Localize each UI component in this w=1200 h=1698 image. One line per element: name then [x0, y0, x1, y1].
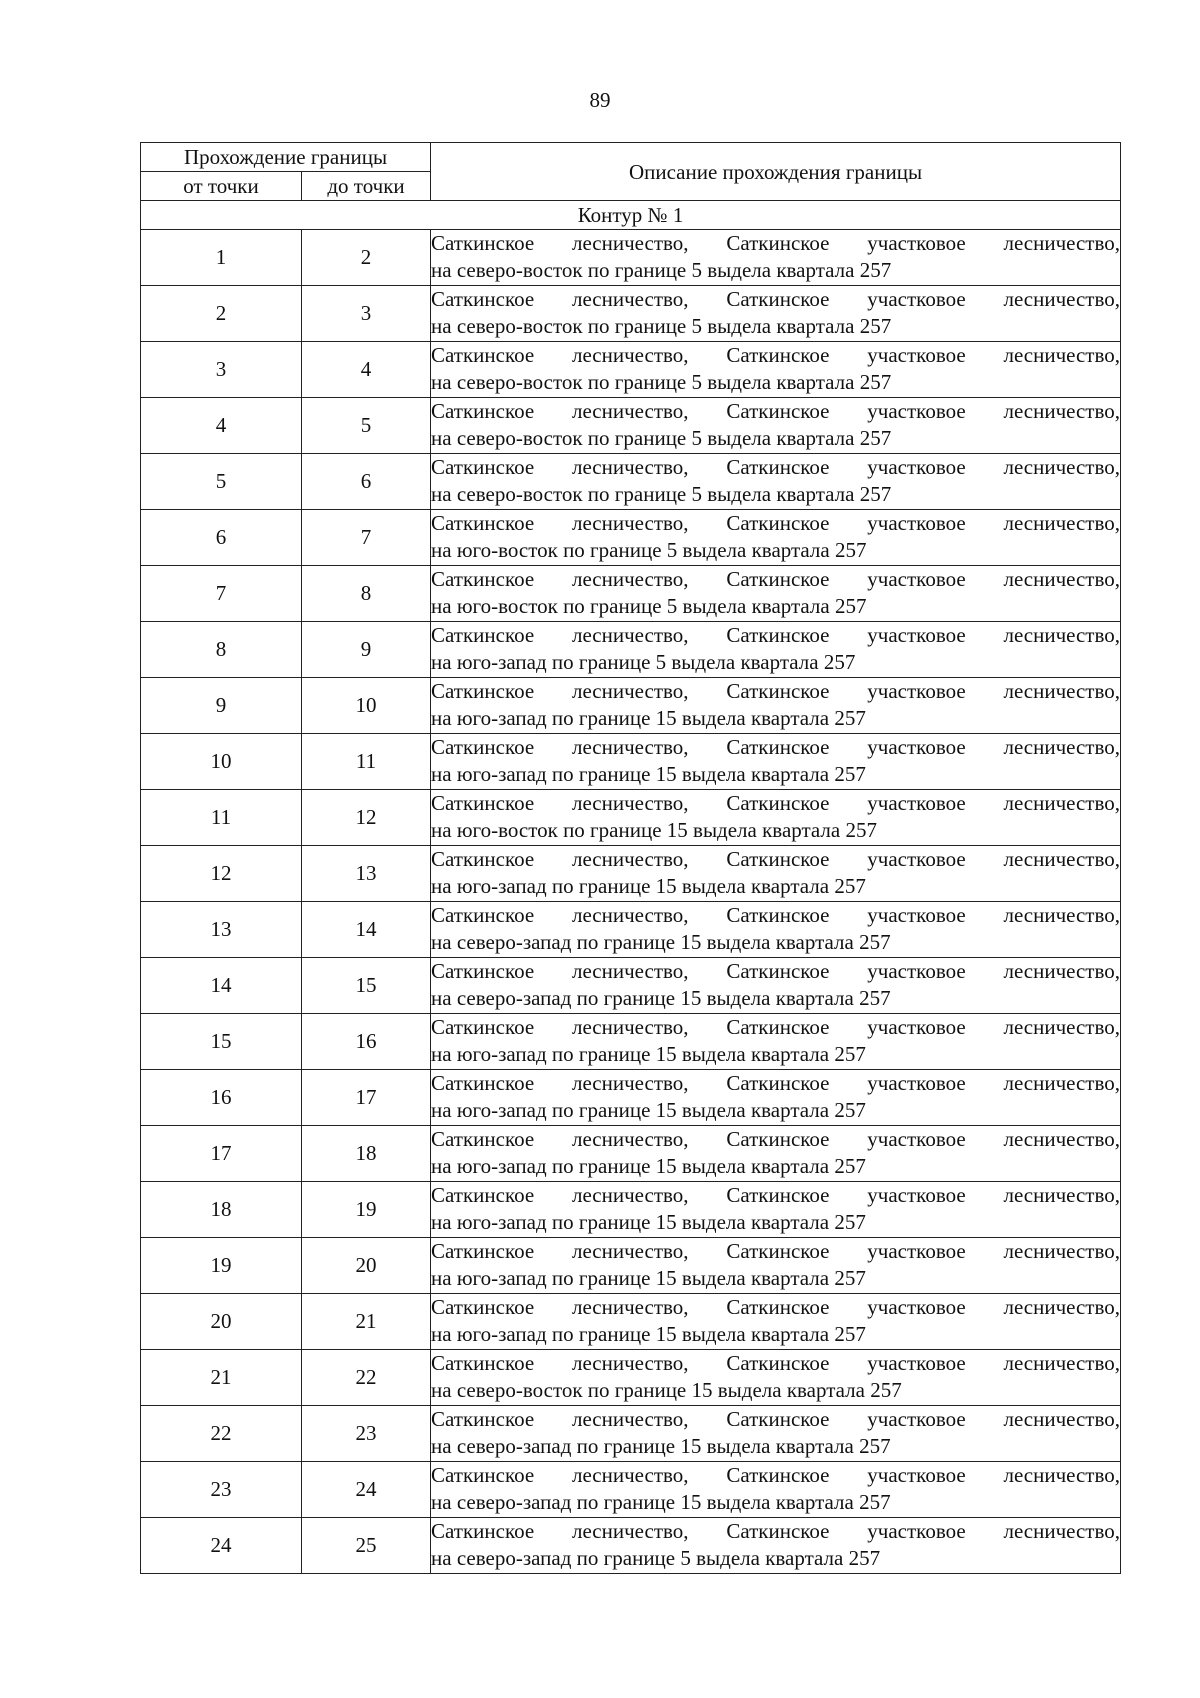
- description-cell: [431, 286, 1121, 342]
- from-point-cell: 22: [141, 1406, 302, 1462]
- from-point-cell: 2: [141, 286, 302, 342]
- table-row: [141, 1518, 1121, 1574]
- from-point-cell: 19: [141, 1238, 302, 1294]
- to-point-cell: 5: [302, 398, 431, 454]
- from-point-cell: 1: [141, 230, 302, 286]
- description-line-1: Саткинское лесничество, Саткинское участковое лесничество,: [431, 959, 1121, 983]
- description-cell: [431, 622, 1121, 678]
- table-row: [141, 230, 1121, 286]
- page-number: 89: [589, 88, 611, 112]
- description-line-2: на юго-запад по границе 15 выдела квартала 257: [431, 1042, 866, 1066]
- description-line-2: на северо-восток по границе 5 выдела квартала 257: [431, 426, 892, 450]
- description-line-1: Саткинское лесничество, Саткинское участковое лесничество,: [431, 791, 1121, 815]
- description-line-2: на юго-запад по границе 15 выдела квартала 257: [431, 1154, 866, 1178]
- from-point-cell: 16: [141, 1070, 302, 1126]
- table-row: [141, 510, 1121, 566]
- from-point-cell: 7: [141, 566, 302, 622]
- to-point-cell: 14: [302, 902, 431, 958]
- description-line-1: Саткинское лесничество, Саткинское участковое лесничество,: [431, 343, 1121, 367]
- table-row: [141, 790, 1121, 846]
- description-line-2: на юго-запад по границе 15 выдела квартала 257: [431, 874, 866, 898]
- table-row: [141, 1406, 1121, 1462]
- table-row: [141, 958, 1121, 1014]
- description-line-1: Саткинское лесничество, Саткинское участковое лесничество,: [431, 1519, 1121, 1543]
- description-line-1: Саткинское лесничество, Саткинское участковое лесничество,: [431, 847, 1121, 871]
- table-row: [141, 566, 1121, 622]
- header-row-group: [141, 143, 1121, 172]
- to-point-cell: 11: [302, 734, 431, 790]
- description-cell: [431, 958, 1121, 1014]
- table-row: [141, 1294, 1121, 1350]
- description-line-2: на северо-запад по границе 15 выдела квартала 257: [431, 1434, 891, 1458]
- description-cell: [431, 678, 1121, 734]
- description-line-1: Саткинское лесничество, Саткинское участковое лесничество,: [431, 1239, 1121, 1263]
- table-row: [141, 398, 1121, 454]
- description-line-2: на юго-запад по границе 5 выдела квартала 257: [431, 650, 856, 674]
- description-cell: [431, 1462, 1121, 1518]
- description-cell: [431, 1070, 1121, 1126]
- to-point-cell: 13: [302, 846, 431, 902]
- description-line-1: Саткинское лесничество, Саткинское участковое лесничество,: [431, 679, 1121, 703]
- description-cell: [431, 510, 1121, 566]
- description-cell: [431, 230, 1121, 286]
- description-line-1: Саткинское лесничество, Саткинское участковое лесничество,: [431, 735, 1121, 759]
- description-line-1: Саткинское лесничество, Саткинское участковое лесничество,: [431, 455, 1121, 479]
- table-row: [141, 1350, 1121, 1406]
- description-line-2: на юго-запад по границе 15 выдела квартала 257: [431, 1210, 866, 1234]
- description-cell: [431, 902, 1121, 958]
- description-line-1: Саткинское лесничество, Саткинское участковое лесничество,: [431, 399, 1121, 423]
- from-point-cell: 13: [141, 902, 302, 958]
- to-point-cell: 2: [302, 230, 431, 286]
- description-cell: [431, 1182, 1121, 1238]
- description-line-1: Саткинское лесничество, Саткинское участковое лесничество,: [431, 903, 1121, 927]
- description-cell: [431, 1238, 1121, 1294]
- description-line-1: Саткинское лесничество, Саткинское участковое лесничество,: [431, 1295, 1121, 1319]
- to-point-cell: 18: [302, 1126, 431, 1182]
- description-line-2: на северо-восток по границе 5 выдела квартала 257: [431, 314, 892, 338]
- table-row: [141, 1238, 1121, 1294]
- description-line-1: Саткинское лесничество, Саткинское участковое лесничество,: [431, 231, 1121, 255]
- boundary-table-body: [141, 143, 1121, 1574]
- table-row: [141, 454, 1121, 510]
- table-row: [141, 622, 1121, 678]
- from-point-cell: 15: [141, 1014, 302, 1070]
- table-row: [141, 902, 1121, 958]
- from-point-cell: 12: [141, 846, 302, 902]
- from-point-cell: 3: [141, 342, 302, 398]
- description-cell: [431, 398, 1121, 454]
- table-row: [141, 1182, 1121, 1238]
- description-line-2: на северо-восток по границе 15 выдела квартала 257: [431, 1378, 902, 1402]
- description-line-2: на юго-запад по границе 15 выдела квартала 257: [431, 706, 866, 730]
- description-cell: [431, 1406, 1121, 1462]
- to-point-cell: 19: [302, 1182, 431, 1238]
- from-point-cell: 11: [141, 790, 302, 846]
- description-line-2: на северо-восток по границе 5 выдела квартала 257: [431, 258, 892, 282]
- description-line-1: Саткинское лесничество, Саткинское участковое лесничество,: [431, 1407, 1121, 1431]
- description-cell: [431, 1350, 1121, 1406]
- description-line-1: Саткинское лесничество, Саткинское участковое лесничество,: [431, 287, 1121, 311]
- from-point-cell: 20: [141, 1294, 302, 1350]
- header-from-point: от точки: [141, 172, 302, 201]
- header-boundary-passage: Прохождение границы: [141, 143, 431, 172]
- from-point-cell: 10: [141, 734, 302, 790]
- from-point-cell: 5: [141, 454, 302, 510]
- table-row: [141, 678, 1121, 734]
- boundary-table: [140, 142, 1121, 1574]
- description-line-2: на юго-запад по границе 15 выдела квартала 257: [431, 1098, 866, 1122]
- to-point-cell: 12: [302, 790, 431, 846]
- from-point-cell: 24: [141, 1518, 302, 1574]
- description-line-2: на северо-восток по границе 5 выдела квартала 257: [431, 482, 892, 506]
- description-line-2: на юго-восток по границе 15 выдела квартала 257: [431, 818, 877, 842]
- description-cell: [431, 454, 1121, 510]
- table-row: [141, 286, 1121, 342]
- from-point-cell: 21: [141, 1350, 302, 1406]
- table-row: [141, 1070, 1121, 1126]
- description-line-1: Саткинское лесничество, Саткинское участковое лесничество,: [431, 1127, 1121, 1151]
- table-row: [141, 846, 1121, 902]
- to-point-cell: 24: [302, 1462, 431, 1518]
- table-row: [141, 342, 1121, 398]
- description-line-2: на юго-восток по границе 5 выдела квартала 257: [431, 538, 867, 562]
- description-cell: [431, 1518, 1121, 1574]
- table-row: [141, 1014, 1121, 1070]
- table-row: [141, 1462, 1121, 1518]
- from-point-cell: 8: [141, 622, 302, 678]
- contour-label: Контур № 1: [141, 201, 1121, 230]
- from-point-cell: 9: [141, 678, 302, 734]
- description-line-2: на юго-восток по границе 5 выдела квартала 257: [431, 594, 867, 618]
- from-point-cell: 23: [141, 1462, 302, 1518]
- from-point-cell: 17: [141, 1126, 302, 1182]
- to-point-cell: 17: [302, 1070, 431, 1126]
- description-cell: [431, 1294, 1121, 1350]
- to-point-cell: 15: [302, 958, 431, 1014]
- to-point-cell: 3: [302, 286, 431, 342]
- description-cell: [431, 566, 1121, 622]
- description-line-1: Саткинское лесничество, Саткинское участковое лесничество,: [431, 1463, 1121, 1487]
- description-line-1: Саткинское лесничество, Саткинское участковое лесничество,: [431, 1183, 1121, 1207]
- from-point-cell: 14: [141, 958, 302, 1014]
- to-point-cell: 21: [302, 1294, 431, 1350]
- description-line-2: на северо-запад по границе 15 выдела квартала 257: [431, 930, 891, 954]
- description-line-2: на северо-запад по границе 5 выдела квартала 257: [431, 1546, 881, 1570]
- to-point-cell: 8: [302, 566, 431, 622]
- header-to-point: до точки: [302, 172, 431, 201]
- to-point-cell: 4: [302, 342, 431, 398]
- to-point-cell: 9: [302, 622, 431, 678]
- table-row: [141, 734, 1121, 790]
- description-cell: [431, 1126, 1121, 1182]
- description-line-2: на юго-запад по границе 15 выдела квартала 257: [431, 1266, 866, 1290]
- table-row: [141, 1126, 1121, 1182]
- from-point-cell: 6: [141, 510, 302, 566]
- to-point-cell: 22: [302, 1350, 431, 1406]
- to-point-cell: 7: [302, 510, 431, 566]
- description-line-2: на юго-запад по границе 15 выдела квартала 257: [431, 1322, 866, 1346]
- description-cell: [431, 846, 1121, 902]
- contour-row: [141, 201, 1121, 230]
- to-point-cell: 6: [302, 454, 431, 510]
- to-point-cell: 16: [302, 1014, 431, 1070]
- description-line-2: на северо-запад по границе 15 выдела квартала 257: [431, 986, 891, 1010]
- to-point-cell: 20: [302, 1238, 431, 1294]
- description-line-2: на северо-запад по границе 15 выдела квартала 257: [431, 1490, 891, 1514]
- description-line-1: Саткинское лесничество, Саткинское участковое лесничество,: [431, 623, 1121, 647]
- header-description: Описание прохождения границы: [431, 143, 1121, 201]
- description-line-1: Саткинское лесничество, Саткинское участковое лесничество,: [431, 1351, 1121, 1375]
- description-line-2: на северо-восток по границе 5 выдела квартала 257: [431, 370, 892, 394]
- to-point-cell: 25: [302, 1518, 431, 1574]
- description-line-1: Саткинское лесничество, Саткинское участковое лесничество,: [431, 567, 1121, 591]
- description-line-1: Саткинское лесничество, Саткинское участковое лесничество,: [431, 1015, 1121, 1039]
- to-point-cell: 23: [302, 1406, 431, 1462]
- description-line-2: на юго-запад по границе 15 выдела квартала 257: [431, 762, 866, 786]
- from-point-cell: 4: [141, 398, 302, 454]
- description-line-1: Саткинское лесничество, Саткинское участковое лесничество,: [431, 1071, 1121, 1095]
- description-cell: [431, 342, 1121, 398]
- description-cell: [431, 790, 1121, 846]
- description-cell: [431, 734, 1121, 790]
- description-cell: [431, 1014, 1121, 1070]
- from-point-cell: 18: [141, 1182, 302, 1238]
- description-line-1: Саткинское лесничество, Саткинское участковое лесничество,: [431, 511, 1121, 535]
- to-point-cell: 10: [302, 678, 431, 734]
